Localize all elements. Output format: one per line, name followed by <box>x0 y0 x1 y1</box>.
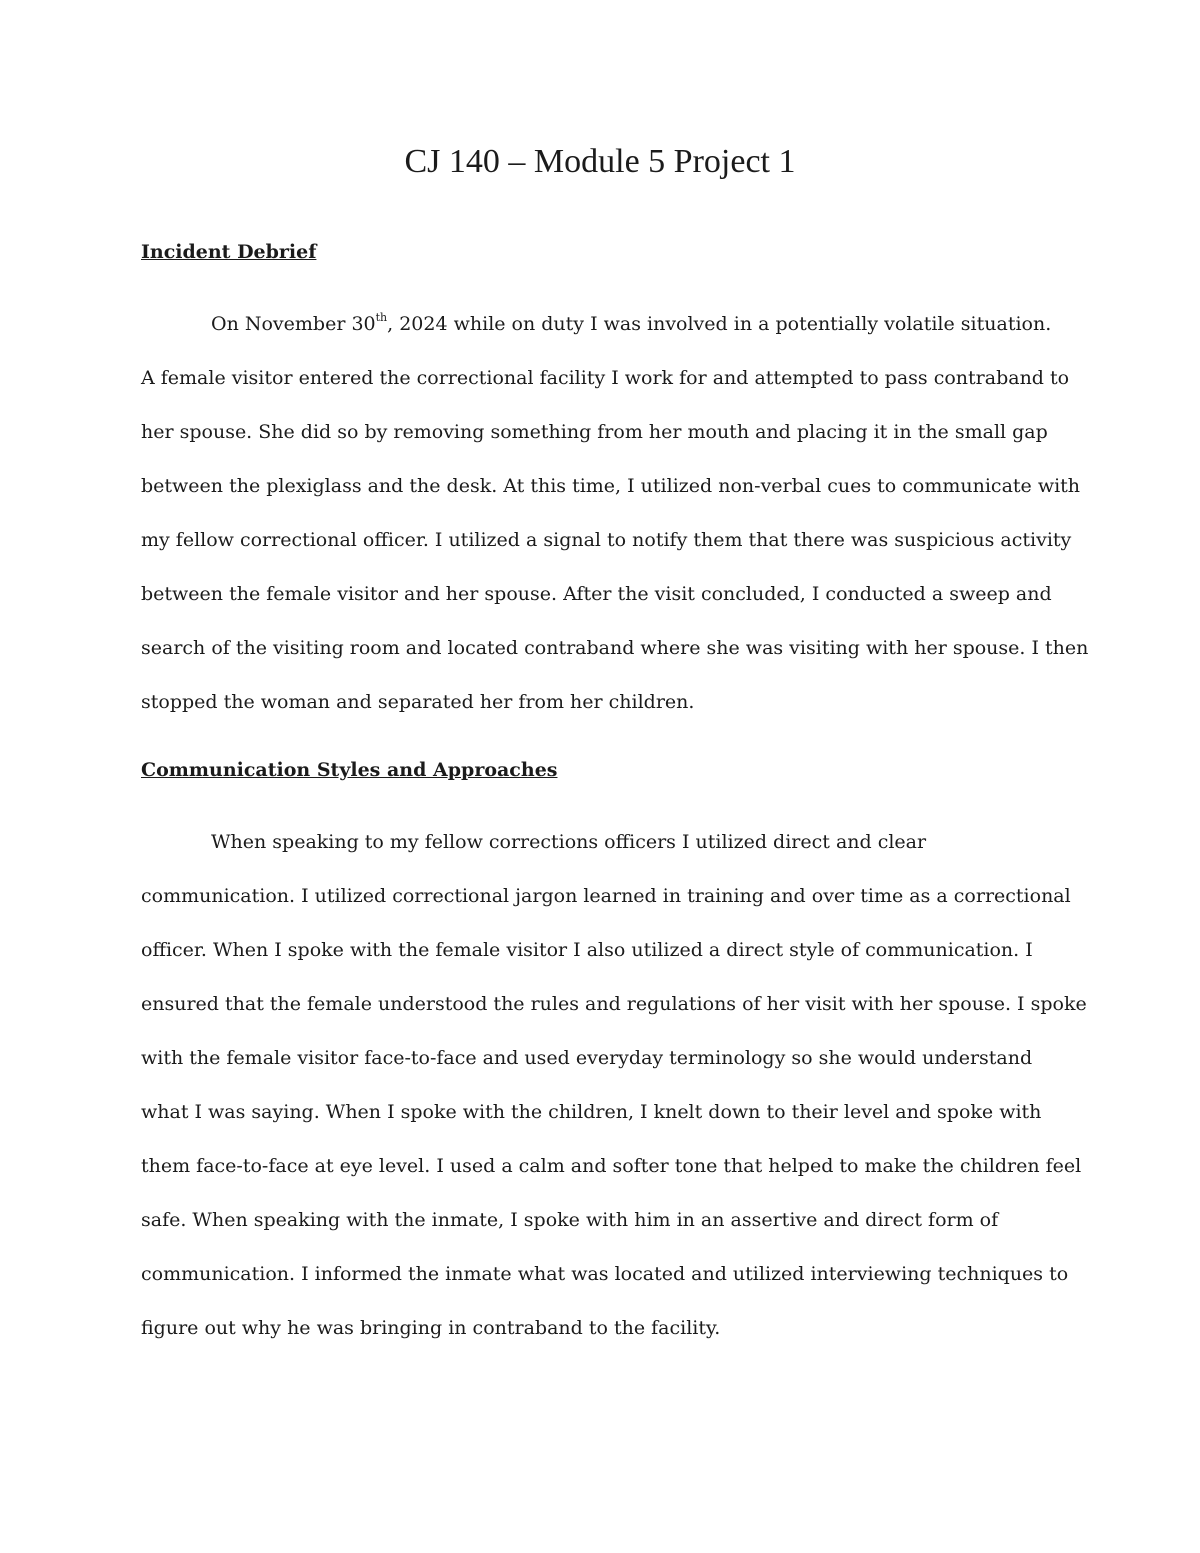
paragraph-line: ensured that the female understood the rules and regulations of her visit with her spouse. I spoke <box>141 993 1087 1015</box>
paragraph-line: communication. I informed the inmate what was located and utilized interviewing techniques to <box>141 1263 1069 1285</box>
paragraph-line: A female visitor entered the correctional facility I work for and attempted to pass contraband to <box>141 367 1070 389</box>
paragraph-line: search of the visiting room and located contraband where she was visiting with her spouse. I then <box>141 637 1089 659</box>
section-heading-incident-debrief: Incident Debrief <box>141 241 317 263</box>
paragraph-line: figure out why he was bringing in contraband to the facility. <box>141 1317 721 1339</box>
paragraph-line: officer. When I spoke with the female visitor I also utilized a direct style of communication. I <box>141 939 1033 961</box>
paragraph-line: between the female visitor and her spouse. After the visit concluded, I conducted a sweep and <box>141 583 1052 605</box>
line-text: , 2024 while on duty I was involved in a potentially volatile situation. <box>387 313 1052 335</box>
paragraph-line: safe. When speaking with the inmate, I spoke with him in an assertive and direct form of <box>141 1209 999 1231</box>
paragraph-line: When speaking to my fellow corrections officers I utilized direct and clear <box>211 831 927 853</box>
paragraph-line: what I was saying. When I spoke with the children, I knelt down to their level and spoke with <box>141 1101 1042 1123</box>
paragraph-line: with the female visitor face-to-face and used everyday terminology so she would understand <box>141 1047 1033 1069</box>
paragraph-line: her spouse. She did so by removing something from her mouth and placing it in the small gap <box>141 421 1048 443</box>
paragraph-line: them face-to-face at eye level. I used a calm and softer tone that helped to make the children feel <box>141 1155 1082 1177</box>
paragraph-incident-debrief <box>141 297 1088 729</box>
section-heading-communication-styles: Communication Styles and Approaches <box>141 759 558 781</box>
paragraph-line: communication. I utilized correctional jargon learned in training and over time as a correctional <box>141 885 1071 907</box>
paragraph-line <box>141 297 1088 351</box>
paragraph-line: stopped the woman and separated her from her children. <box>141 691 695 713</box>
paragraph-line: my fellow correctional officer. I utilized a signal to notify them that there was suspicious activity <box>141 529 1072 551</box>
ordinal-suffix: th <box>375 311 388 324</box>
line-text: On November 30 <box>211 313 376 335</box>
paragraph-communication-styles <box>141 815 1087 1355</box>
paragraph-line: between the plexiglass and the desk. At this time, I utilized non-verbal cues to communicate with <box>141 475 1081 497</box>
document-title: CJ 140 – Module 5 Project 1 <box>404 143 796 180</box>
